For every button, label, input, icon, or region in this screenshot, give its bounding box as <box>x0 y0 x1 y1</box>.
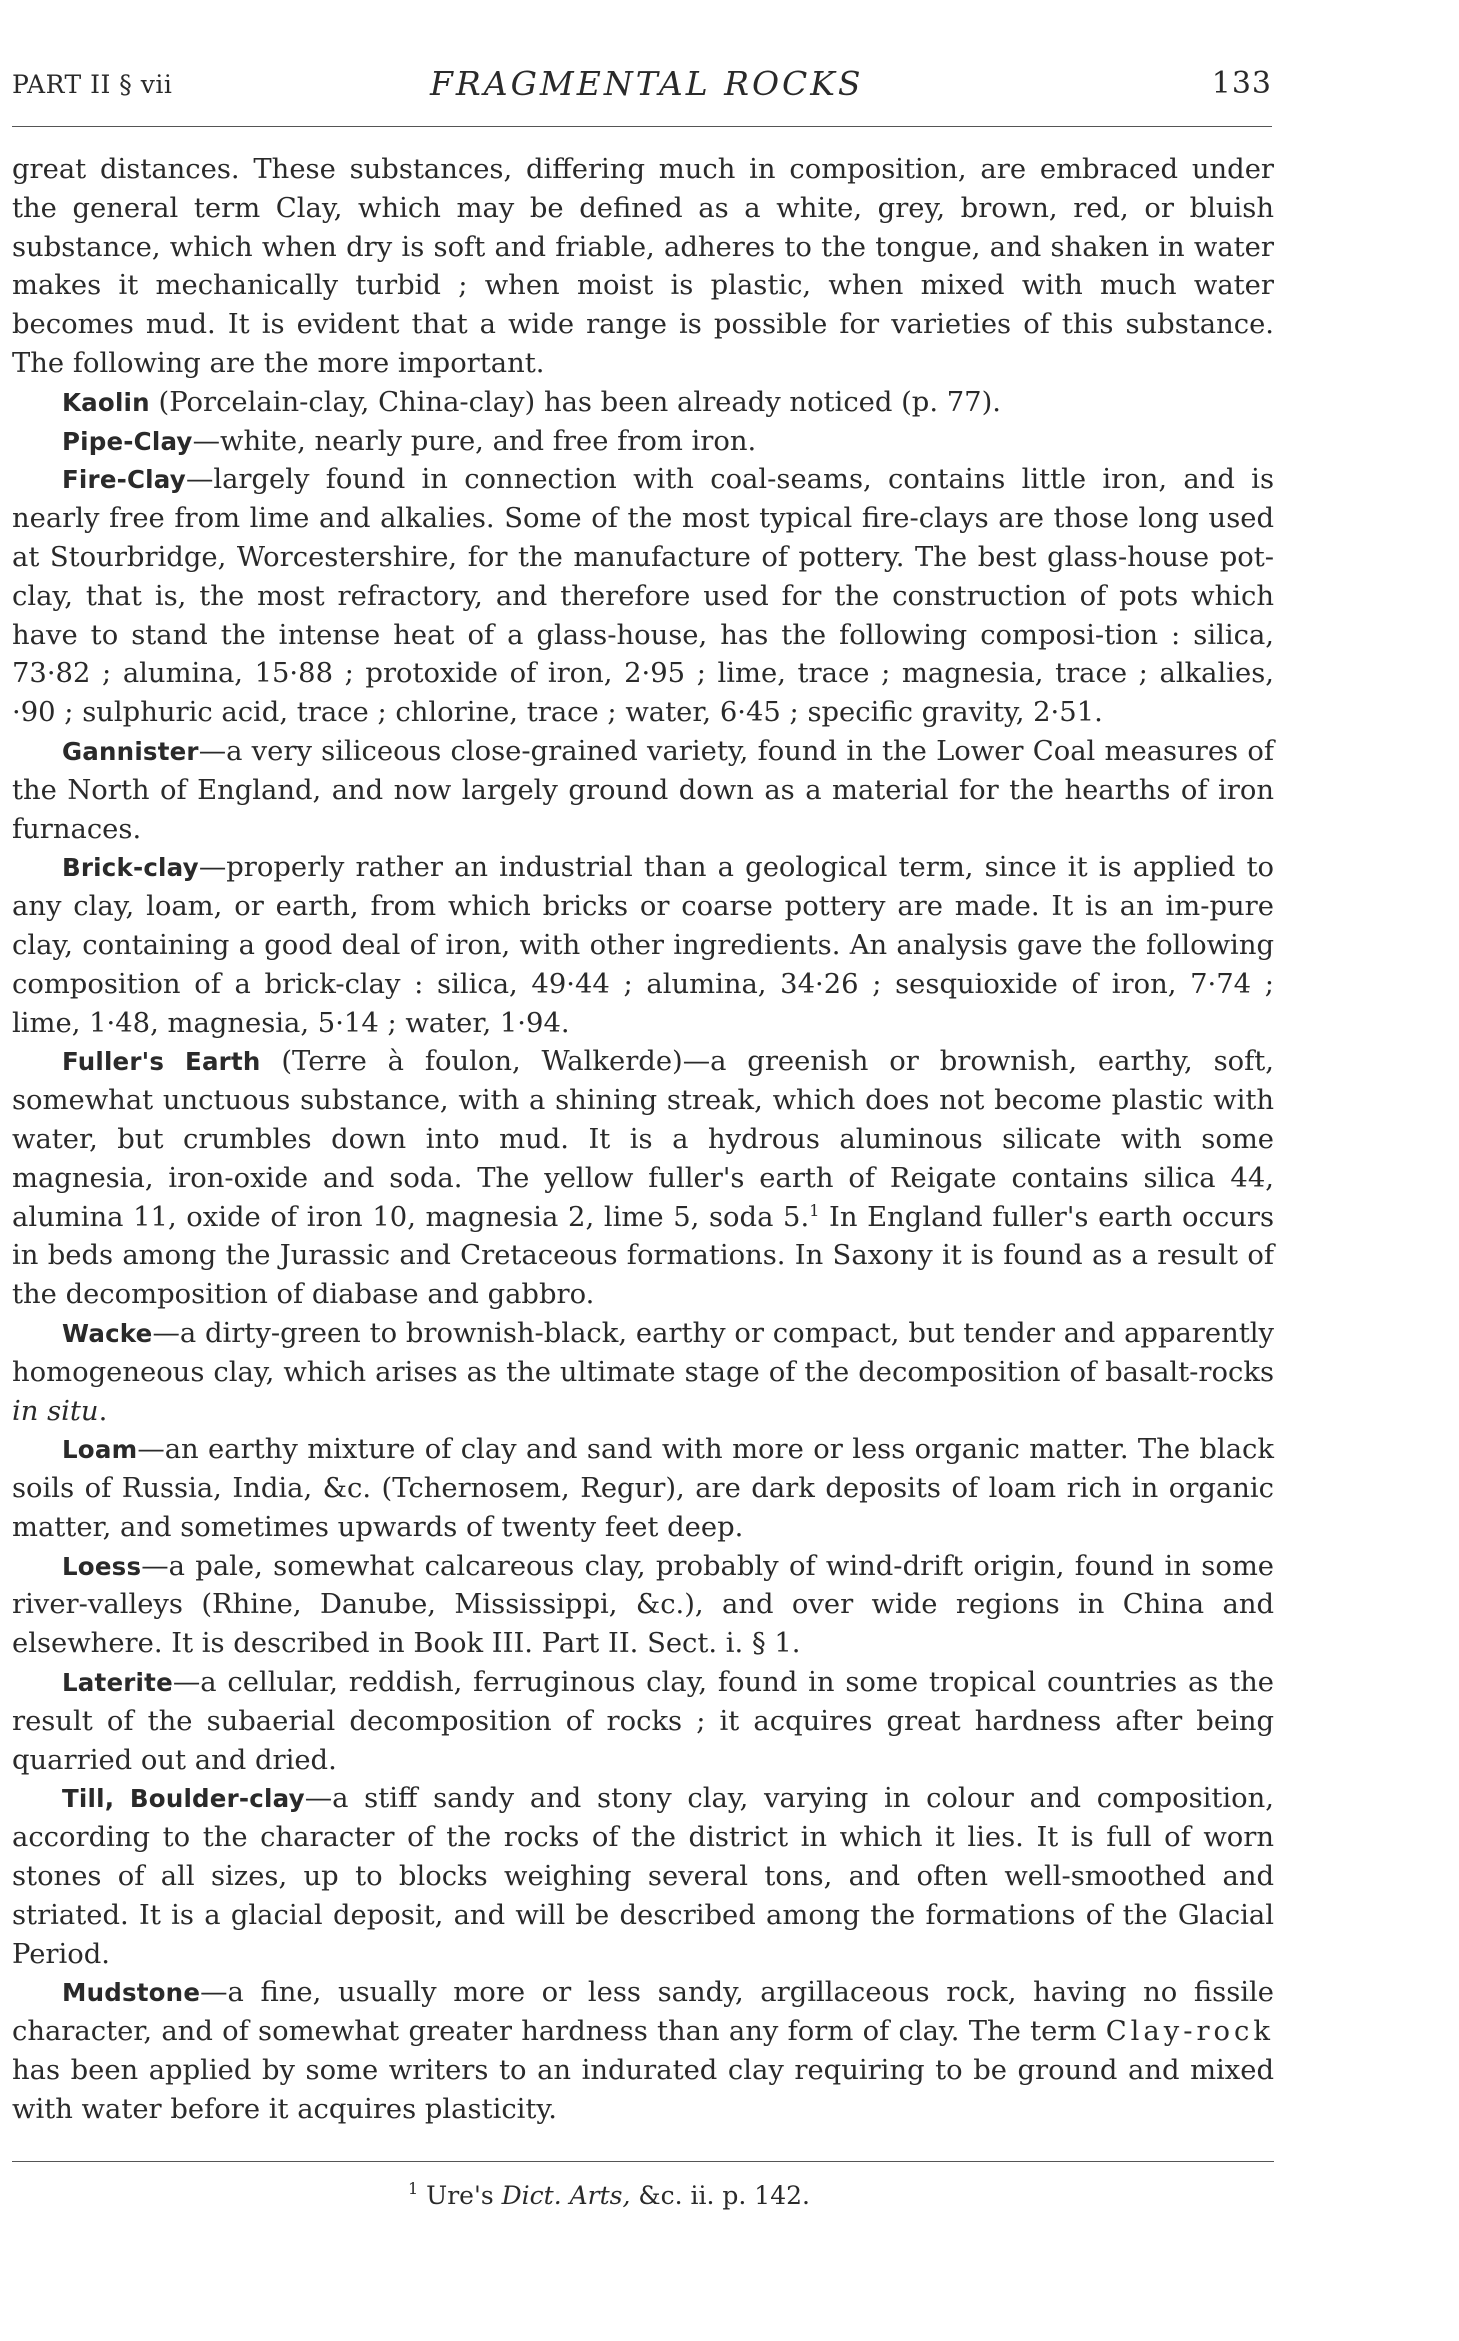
footnote-prefix: Ure's <box>418 2181 502 2210</box>
footnote-title: Dict. Arts, <box>501 2181 631 2210</box>
entry-text: —a fine, usually more or less sandy, argillaceous rock, having no fissile character, and of somewhat greater hardness than any form of clay. The term <box>12 1977 1274 2048</box>
entry-mudstone <box>12 1974 1274 2129</box>
entry-laterite <box>12 1664 1274 1780</box>
entry-text: —properly rather an industrial than a geological term, since it is applied to any clay, loam, or earth, from which bricks or coarse pottery are made. It is an im-pure clay, containing a good deal of iron, with other ingredients. An analysis gave the following composition of a brick-clay : silica, 49·44 ; alumina, 34·26 ; sesquioxide of iron, 7·74 ; lime, 1·48, magnesia, 5·14 ; water, 1·94. <box>12 852 1274 1039</box>
page-number: 133 <box>1211 66 1272 101</box>
intro-paragraph: great distances. These substances, differing much in composition, are embraced under the general term Clay, which may be defined as a white, grey, brown, red, or bluish substance, which when dry is soft and friable, adheres to the tongue, and shaken in water makes it mechanically turbid ; when moist is plastic, when mixed with much water becomes mud. It is evident that a wide range is possible for varieties of this substance. The following are the more important. <box>12 154 1274 379</box>
entry-loam <box>12 1431 1274 1547</box>
entry-text: —a stiff sandy and stony clay, varying in colour and composition, according to the character of the rocks of the district in which it lies. It is full of worn stones of all sizes, up to blocks weighing several tons, and often well-smoothed and striated. It is a glacial deposit, and will be described among the formations of the Glacial Period. <box>12 1783 1275 1970</box>
entry-wacke <box>12 1315 1274 1431</box>
entry-text: —a dirty-green to brownish-black, earthy or compact, but tender and apparently homogeneous clay, which arises as the ultimate stage of the decomposition of basalt-rocks <box>12 1317 1274 1388</box>
entry-loess <box>12 1548 1274 1664</box>
entry-term: Fire-Clay <box>62 465 186 495</box>
entry-kaolin <box>12 384 1274 423</box>
entry-text-continued: In England fuller's earth occurs in beds among the Jurassic and Cretaceous formations. In Saxony it is found as a result of the decomposition of diabase and gabbro. <box>12 1201 1275 1311</box>
entry-text: —a very siliceous close-grained variety, found in the Lower Coal measures of the North of England, and now largely ground down as a material for the hearths of iron furnaces. <box>12 735 1274 845</box>
entry-term: Loam <box>62 1435 138 1465</box>
entry-text: —a cellular, reddish, ferruginous clay, found in some tropical countries as the result of the subaerial decomposition of rocks ; it acquires great hardness after being quarried out and dried. <box>12 1667 1274 1776</box>
entry-text-continued: . <box>98 1395 108 1427</box>
entry-fullers-earth <box>12 1043 1274 1315</box>
entry-term: Pipe-Clay <box>62 426 193 456</box>
entry-term: Kaolin <box>62 387 150 417</box>
entry-text: —a pale, somewhat calcareous clay, probably of wind-drift origin, found in some river-valleys (Rhine, Danube, Mississippi, &c.), and over wide regions in China and elsewhere. It is described in Book III. Part II. Sect. i. § 1. <box>12 1550 1274 1660</box>
entry-pipe-clay <box>12 423 1274 462</box>
entry-term: Wacke <box>62 1318 153 1348</box>
entry-till-boulder-clay <box>12 1780 1274 1974</box>
entry-text: —an earthy mixture of clay and sand with more or less organic matter. The black soils of Russia, India, &c. (Tchernosem, Regur), are dark deposits of loam rich in organic matter, and sometimes upwards of twenty feet deep. <box>12 1434 1274 1543</box>
entry-term: Gannister <box>62 736 199 766</box>
section-reference: PART II § vii <box>12 70 173 99</box>
entry-term: Brick-clay <box>62 853 199 883</box>
footnote-mark: 1 <box>408 2179 419 2198</box>
footnote-suffix: &c. ii. p. 142. <box>630 2181 810 2210</box>
footnote <box>408 2179 810 2213</box>
running-title: FRAGMENTAL ROCKS <box>430 64 864 103</box>
entry-text: —largely found in connection with coal-seams, contains little iron, and is nearly free from lime and alkalies. Some of the most typical fire-clays are those long used at Stourbridge, Worcestershire, for the manufacture of pottery. The best glass-house pot-clay, that is, the most refractory, and therefore used for the construction of pots which have to stand the intense heat of a glass-house, has the following composi-tion : silica, 73·82 ; alumina, 15·88 ; protoxide of iron, 2·95 ; lime, trace ; magnesia, trace ; alkalies, ·90 ; sulphuric acid, trace ; chlorine, trace ; water, 6·45 ; specific gravity, 2·51. <box>12 464 1274 729</box>
entry-text: (Porcelain-clay, China-clay) has been already noticed (p. 77). <box>149 386 1001 418</box>
entry-gannister <box>12 733 1274 849</box>
entry-term: Laterite <box>62 1668 173 1698</box>
entry-text-continued: has been applied by some writers to an indurated clay requiring to be ground and mixed with water before it acquires plasticity. <box>12 2055 1274 2125</box>
footnote-reference: 1 <box>809 1200 820 1220</box>
entry-text: —white, nearly pure, and free from iron. <box>192 425 757 457</box>
body-text <box>12 151 1274 2130</box>
entry-term: Loess <box>62 1551 142 1581</box>
spaced-term: Clay-rock <box>1105 2016 1274 2048</box>
entry-term: Mudstone <box>62 1978 201 2008</box>
entry-text: (Terre à foulon, Walkerde)—a greenish or brownish, earthy, soft, somewhat unctuous substance, with a shining streak, which does not become plastic with water, but crumbles down into mud. It is a hydrous aluminous silicate with some magnesia, iron-oxide and soda. The yellow fuller's earth of Reigate contains silica 44, alumina 11, oxide of iron 10, magnesia 2, lime 5, soda 5. <box>12 1046 1274 1233</box>
header-rule <box>12 126 1272 127</box>
italic-phrase: in situ <box>12 1395 99 1427</box>
entry-term: Till, Boulder-clay <box>62 1784 305 1814</box>
entry-term: Fuller's Earth <box>62 1047 261 1077</box>
entry-brick-clay <box>12 849 1274 1043</box>
footnote-rule <box>12 2161 1274 2162</box>
entry-fire-clay <box>12 461 1274 733</box>
running-head <box>12 62 1272 110</box>
